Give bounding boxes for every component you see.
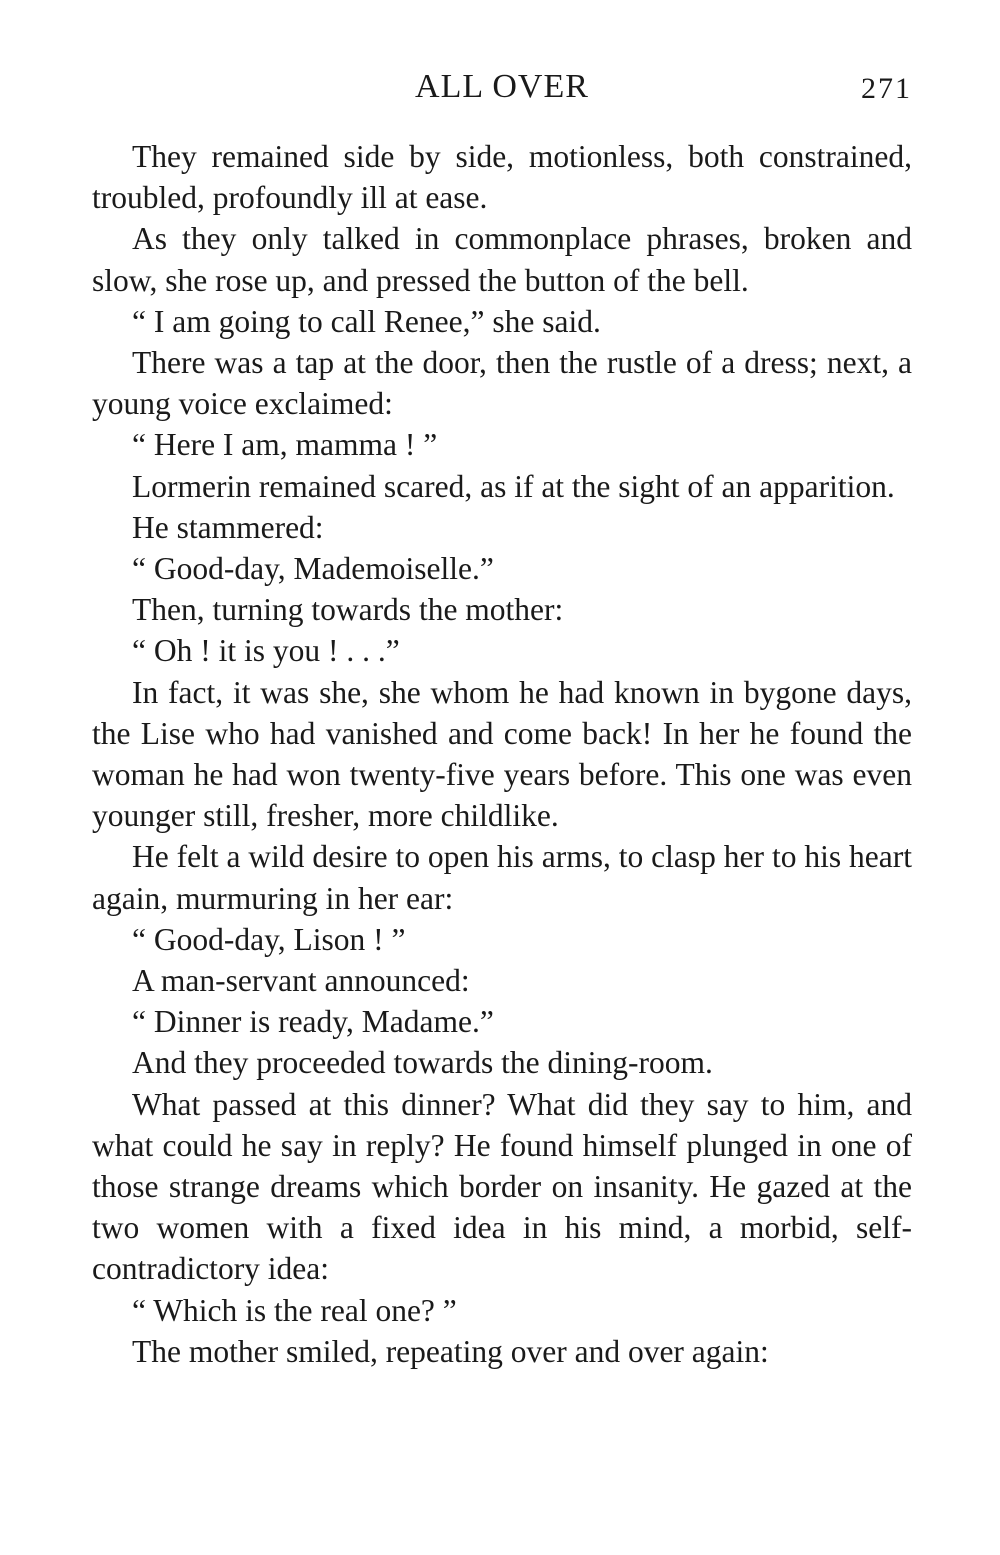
paragraph: They remained side by side, motionless, both constrained, troubled, profoundly ill at ease. (92, 139, 912, 216)
paragraph: “ Which is the real one? ” (132, 1292, 457, 1328)
paragraph: And they proceeded towards the dining-room. (132, 1045, 713, 1081)
paragraph: The mother smiled, repeating over and over again: (132, 1333, 769, 1369)
page-number: 271 (861, 72, 912, 105)
body-text (92, 136, 912, 1372)
paragraph: What passed at this dinner? What did they say to him, and what could he say in reply? He found himself plunged in one of those strange dreams which border on insanity. He gazed at the two women with a fixed idea in his mind, a morbid, self-contradictory idea: (92, 1086, 912, 1287)
paragraph: He stammered: (132, 509, 324, 545)
paragraph: There was a tap at the door, then the rustle of a dress; next, a young voice exclaimed: (92, 345, 912, 422)
paragraph: “ Good-day, Lison ! ” (132, 921, 406, 957)
paragraph: “ Good-day, Mademoiselle.” (132, 551, 494, 587)
running-title: ALL OVER (415, 68, 589, 105)
page-header (92, 68, 912, 112)
paragraph: In fact, it was she, she whom he had known in bygone days, the Lise who had vanished and come back! In her he found the woman he had won twenty-five years before. This one was even younger still, fresher, more childlike. (92, 674, 912, 834)
paragraph: Then, turning towards the mother: (132, 592, 564, 628)
paragraph: He felt a wild desire to open his arms, to clasp her to his heart again, murmuring in her ear: (92, 839, 912, 916)
paragraph: “ Here I am, mamma ! ” (132, 427, 438, 463)
paragraph: A man-servant announced: (132, 963, 470, 999)
paragraph: Lormerin remained scared, as if at the sight of an apparition. (132, 468, 895, 504)
paragraph: “ Dinner is ready, Madame.” (132, 1004, 494, 1040)
paragraph: As they only talked in commonplace phrases, broken and slow, she rose up, and pressed the button of the bell. (92, 221, 912, 298)
paragraph: “ I am going to call Renee,” she said. (132, 303, 601, 339)
paragraph: “ Oh ! it is you ! . . .” (132, 633, 400, 669)
